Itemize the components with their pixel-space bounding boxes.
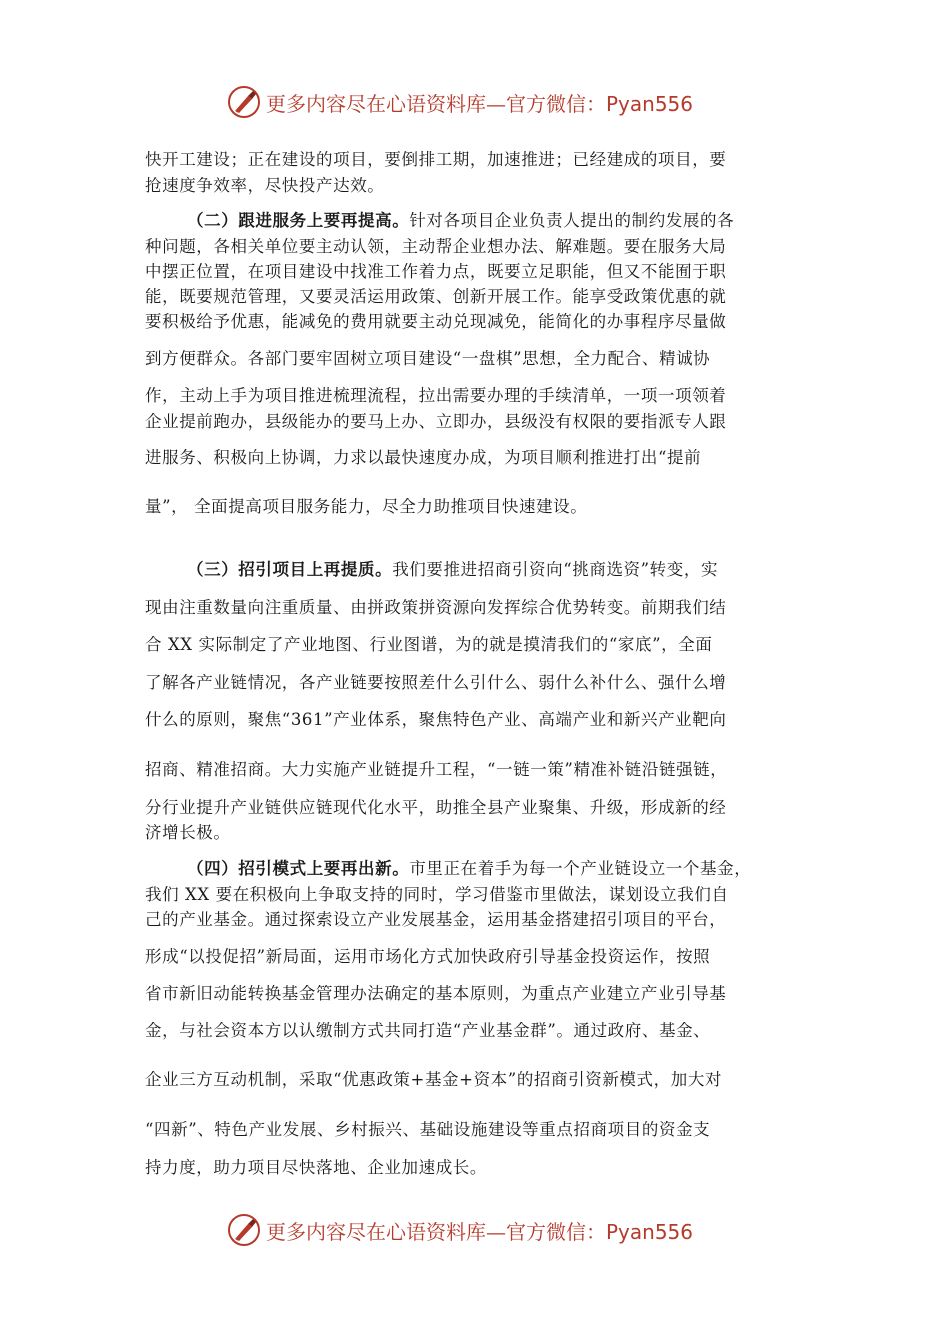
watermark-banner-top [0,80,950,124]
text-line: 进服务、积极向上协调，力求以最快速度办成，为项目顺利推进打出“提前 [145,448,702,467]
text-line: 种问题，各相关单位要主动认领，主动帮企业想办法、解难题。要在服务大局 [145,237,727,256]
text-line: 量”， 全面提高项目服务能力，尽全力助推项目快速建设。 [145,497,588,516]
text-line: 到方便群众。各部门要牢固树立项目建设“一盘棋”思想，全力配合、精诚协 [145,349,711,368]
section-2-heading: （二）跟进服务上要再提高。 [187,211,410,230]
text-line: 己的产业基金。通过探索设立产业发展基金，运用基金搭建招引项目的平台， [145,910,727,929]
watermark-text [266,1216,693,1245]
text-line: 快开工建设；正在建设的项目，要倒排工期，加速推进；已经建成的项目，要 [145,150,727,169]
text-line: 济增长极。 [145,823,231,842]
text-line: 抢速度争效率，尽快投产达效。 [145,176,385,195]
text-line: 中摆正位置，在项目建设中找准工作着力点，既要立足职能，但又不能囿于职 [145,262,727,281]
pen-logo-icon [226,84,262,120]
text-line: 合 XX 实际制定了产业地图、行业图谱，为的就是摸清我们的“家底”，全面 [145,635,713,654]
section-2-text: 针对各项目企业负责人提出的制约发展的各 [409,211,735,230]
section-2-line [187,207,734,231]
section-3-line [187,556,718,580]
text-line: 金，与社会资本方以认缴制方式共同打造“产业基金群”。通过政府、基金、 [145,1021,711,1040]
watermark-brand: Pyan556 [606,91,694,116]
text-line: 省市新旧动能转换基金管理办法确定的基本原则，为重点产业建立产业引导基 [145,984,727,1003]
text-line: 分行业提升产业链供应链现代化水平，助推全县产业聚集、升级，形成新的经 [145,798,727,817]
text-line: “四新”、特色产业发展、乡村振兴、基础设施建设等重点招商项目的资金支 [145,1120,711,1139]
text-line: 招商、精准招商。大力实施产业链提升工程，“一链一策”精准补链沿链强链， [145,760,728,779]
text-line: 企业提前跑办，县级能办的要马上办、立即办，县级没有权限的要指派专人跟 [145,412,727,431]
text-line: 能，既要规范管理，又要灵活运用政策、创新开展工作。能享受政策优惠的就 [145,287,727,306]
section-3-heading: （三）招引项目上再提质。 [187,560,393,579]
text-line: 企业三方互动机制，采取“优惠政策+基金+资本”的招商引资新模式，加大对 [145,1070,723,1089]
text-line: 形成“以投促招”新局面，运用市场化方式加快政府引导基金投资运作，按照 [145,947,711,966]
section-3-text: 我们要推进招商引资向“挑商选资”转变，实 [392,560,719,579]
watermark-label: 更多内容尽在心语资料库—官方微信： [266,1219,606,1244]
text-line: 我们 XX 要在积极向上争取支持的同时，学习借鉴市里做法，谋划设立我们自 [145,885,729,904]
text-line: 持力度，助力项目尽快落地、企业加速成长。 [145,1158,487,1177]
text-line: 现由注重数量向注重质量、由拼政策拼资源向发挥综合优势转变。前期我们结 [145,598,727,617]
text-line: 作，主动上手为项目推进梳理流程，拉出需要办理的手续清单，一项一项领着 [145,386,727,405]
section-4-line [187,855,751,879]
text-line: 什么的原则，聚焦“361”产业体系，聚焦特色产业、高端产业和新兴产业靶向 [145,710,727,729]
text-line: 了解各产业链情况，各产业链要按照差什么引什么、弱什么补什么、强什么增 [145,673,727,692]
watermark-label: 更多内容尽在心语资料库—官方微信： [266,91,606,116]
section-4-text: 市里正在着手为每一个产业链设立一个基金， [409,859,752,878]
pen-logo-icon [226,1212,262,1248]
text-line: 要积极给予优惠，能减免的费用就要主动兑现减免，能简化的办事程序尽量做 [145,312,727,331]
section-4-heading: （四）招引模式上要再出新。 [187,859,410,878]
watermark-banner-bottom [0,1208,950,1252]
watermark-text [266,88,693,117]
watermark-brand: Pyan556 [606,1219,694,1244]
